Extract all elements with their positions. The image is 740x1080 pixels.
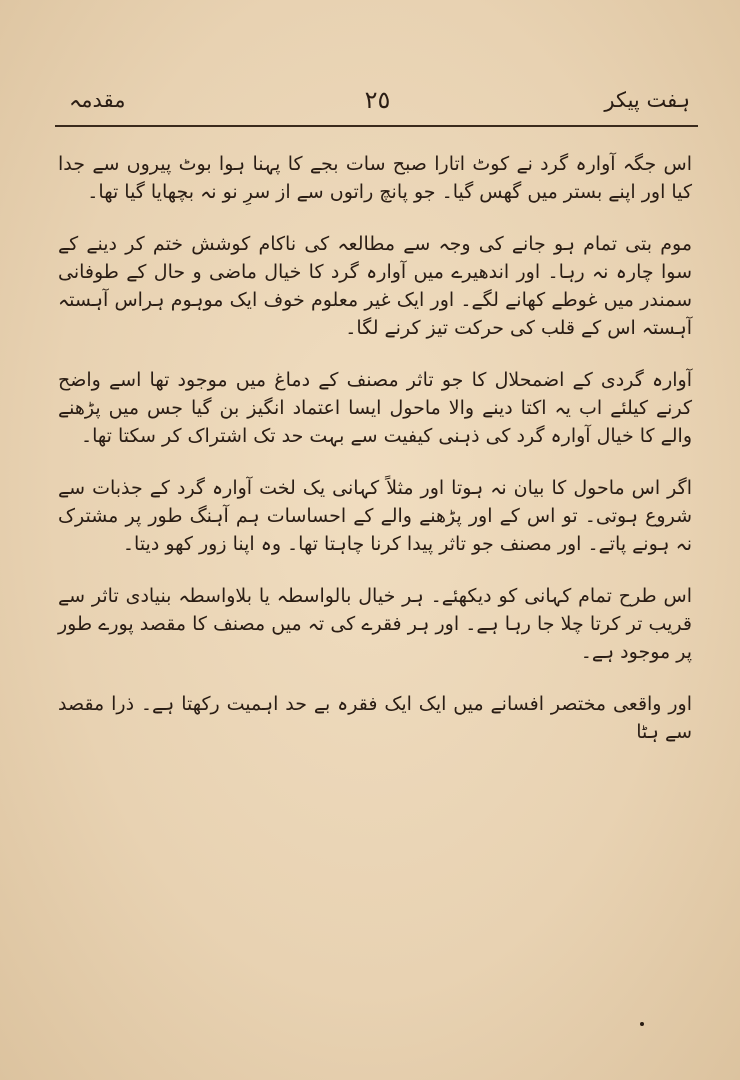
book-title: ہفت پیکر [604, 88, 690, 112]
ink-speck [640, 1022, 644, 1026]
section-title: مقدمہ [69, 88, 126, 112]
page-number: ٢٥ [364, 86, 391, 114]
paragraph-4: اگر اس ماحول کا بیان نہ ہوتا اور مثلاً کہانی یک لخت آوارہ گرد کے جذبات سے شروع ہوتی۔ تو اس کے اور پڑھنے والے کے احساسات ہم آہنگ طور پر مشترک نہ ہونے پاتے۔ اور مصنف جو تاثر پیدا کرنا چاہتا تھا۔ وہ اپنا زور کھو دیتا۔ [58, 477, 692, 555]
paragraph-3: آوارہ گردی کے اضمحلال کا جو تاثر مصنف کے دماغ میں موجود تھا اسے واضح کرنے کیلئے اب یہ اکتا دینے والا ماحول ایسا اعتماد انگیز بن گیا جس میں پڑھنے والے کا خیال آوارہ گرد کی ذہنی کیفیت سے بہت حد تک اشتراک کر سکتا تھا۔ [58, 369, 692, 447]
paragraph-2: موم بتی تمام ہو جانے کی وجہ سے مطالعہ کی ناکام کوشش ختم کر دینے کے سوا چارہ نہ رہا۔ اور اندھیرے میں آوارہ گرد کا خیال ماضی و حال کے طوفانی سمندر میں غوطے کھانے لگے۔ اور ایک غیر معلوم خوف ایک موہوم ہراس آہستہ آہستہ اس کے قلب کی حرکت تیز کرنے لگا۔ [58, 233, 692, 339]
paragraph-5: اس طرح تمام کہانی کو دیکھئے۔ ہر خیال بالواسطہ یا بلاواسطہ بنیادی تاثر سے قریب تر کرتا چلا جا رہا ہے۔ اور ہر فقرے کی تہ میں مصنف کا مقصد پورے طور پر موجود ہے۔ [58, 585, 692, 663]
paragraph-1: اس جگہ آوارہ گرد نے کوٹ اتارا صبح سات بجے کا پہنا ہوا بوٹ پیروں سے جدا کیا اور اپنے بستر میں گھس گیا۔ جو پانچ راتوں سے از سرِ نو نہ بچھایا گیا تھا۔ [58, 153, 692, 203]
page-body [58, 150, 692, 1055]
header-rule [55, 125, 698, 127]
running-header [55, 78, 700, 122]
paragraph-6: اور واقعی مختصر افسانے میں ایک ایک فقرہ بے حد اہمیت رکھتا ہے۔ ذرا مقصد سے ہٹا [58, 693, 692, 743]
